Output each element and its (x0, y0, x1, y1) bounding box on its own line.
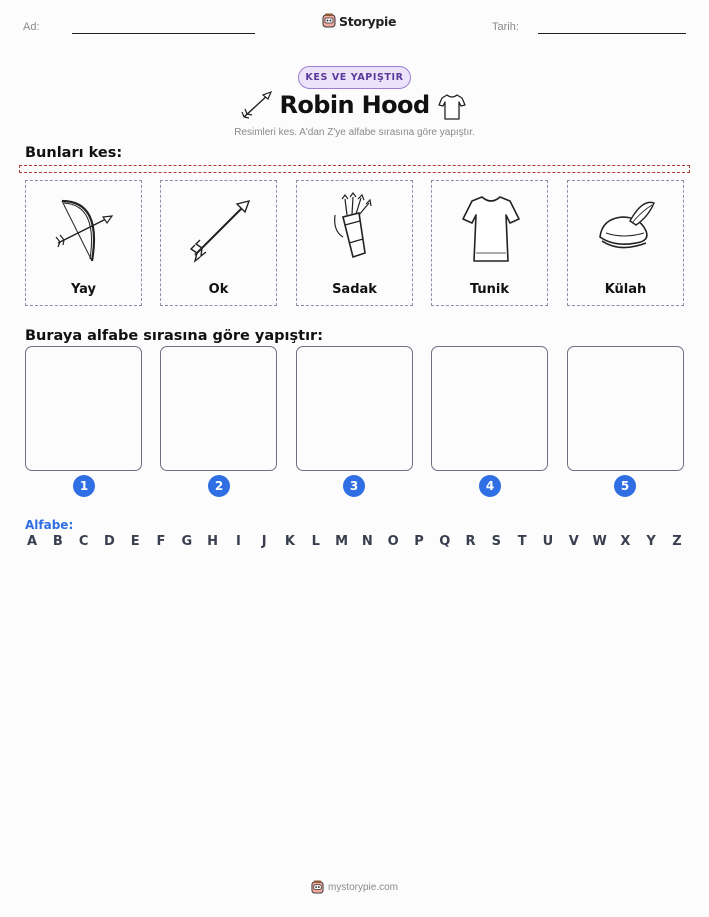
brand-logo (322, 13, 396, 29)
alphabet-letter: R (465, 534, 476, 549)
bow-and-arrow-icon (54, 191, 116, 271)
alphabet-letter: Q (439, 534, 451, 549)
number-badge: 4 (479, 475, 501, 497)
quiver-icon (325, 191, 387, 271)
paste-box-4[interactable] (431, 346, 548, 471)
alphabet-letter: L (311, 534, 320, 549)
alphabet-letter: Z (672, 534, 682, 549)
alphabet-letter: Y (646, 534, 656, 549)
alphabet-letter: M (335, 534, 349, 549)
number-badge: 1 (73, 475, 95, 497)
cut-card-ok[interactable] (160, 180, 277, 306)
cut-card-sadak[interactable] (296, 180, 413, 306)
alphabet-letter: E (130, 534, 140, 549)
cut-heading: Bunları kes: (25, 145, 123, 161)
arrow-icon (189, 191, 251, 271)
alphabet-letter: H (207, 534, 219, 549)
card-label: Sadak (332, 282, 377, 297)
brand-name: Storypie (339, 13, 397, 29)
alphabet-letter: J (261, 534, 267, 549)
alphabet-letter: V (568, 534, 579, 549)
tunic-icon (460, 191, 522, 271)
paste-heading: Buraya alfabe sırasına göre yapıştır: (25, 328, 323, 344)
card-label: Külah (604, 282, 647, 297)
name-line[interactable] (72, 33, 255, 34)
alphabet-letter: U (542, 534, 554, 549)
footer (0, 880, 709, 895)
activity-badge: KES VE YAPIŞTIR (298, 66, 411, 89)
number-badge: 5 (614, 475, 636, 497)
cut-card-kulah[interactable] (567, 180, 684, 306)
paste-box-1[interactable] (25, 346, 142, 471)
alphabet-letter: S (491, 534, 502, 549)
storypie-mascot-icon (311, 880, 324, 895)
number-badge: 3 (343, 475, 365, 497)
alphabet-letter: G (181, 534, 193, 549)
footer-site[interactable]: mystorypie.com (327, 882, 398, 893)
feathered-hat-icon (596, 191, 658, 271)
alphabet-letter: D (103, 534, 115, 549)
card-label: Yay (70, 282, 97, 297)
tunic-decoration-icon (438, 93, 466, 121)
alphabet-letter: T (517, 534, 527, 549)
paste-box-2[interactable] (160, 346, 277, 471)
alphabet-letter: X (620, 534, 631, 549)
cut-card-yay[interactable] (25, 180, 142, 306)
instructions: Resimleri kes. A'dan Z'ye alfabe sırasına göre yapıştır. (234, 127, 475, 138)
name-label: Ad: (23, 21, 40, 33)
alphabet-letter: K (284, 534, 295, 549)
date-line[interactable] (538, 33, 686, 34)
alphabet-letter: F (156, 534, 166, 549)
alphabet-letter: W (592, 534, 607, 549)
card-label: Ok (208, 282, 229, 297)
paste-box-5[interactable] (567, 346, 684, 471)
alphabet-row (25, 534, 684, 549)
alphabet-letter: B (52, 534, 63, 549)
cut-card-tunik[interactable] (431, 180, 548, 306)
paste-box-3[interactable] (296, 346, 413, 471)
alphabet-letter: P (414, 534, 424, 549)
alphabet-letter: A (26, 534, 38, 549)
page-title: Robin Hood (279, 91, 430, 119)
card-label: Tunik (469, 282, 510, 297)
alphabet-letter: N (361, 534, 373, 549)
alphabet-letter: I (235, 534, 241, 549)
alphabet-title: Alfabe: (25, 518, 74, 532)
date-label: Tarih: (492, 21, 519, 33)
cut-guide-line (19, 165, 690, 173)
alphabet-letter: O (387, 534, 399, 549)
storypie-mascot-icon (322, 13, 336, 29)
number-badge: 2 (208, 475, 230, 497)
alphabet-letter: C (78, 534, 89, 549)
